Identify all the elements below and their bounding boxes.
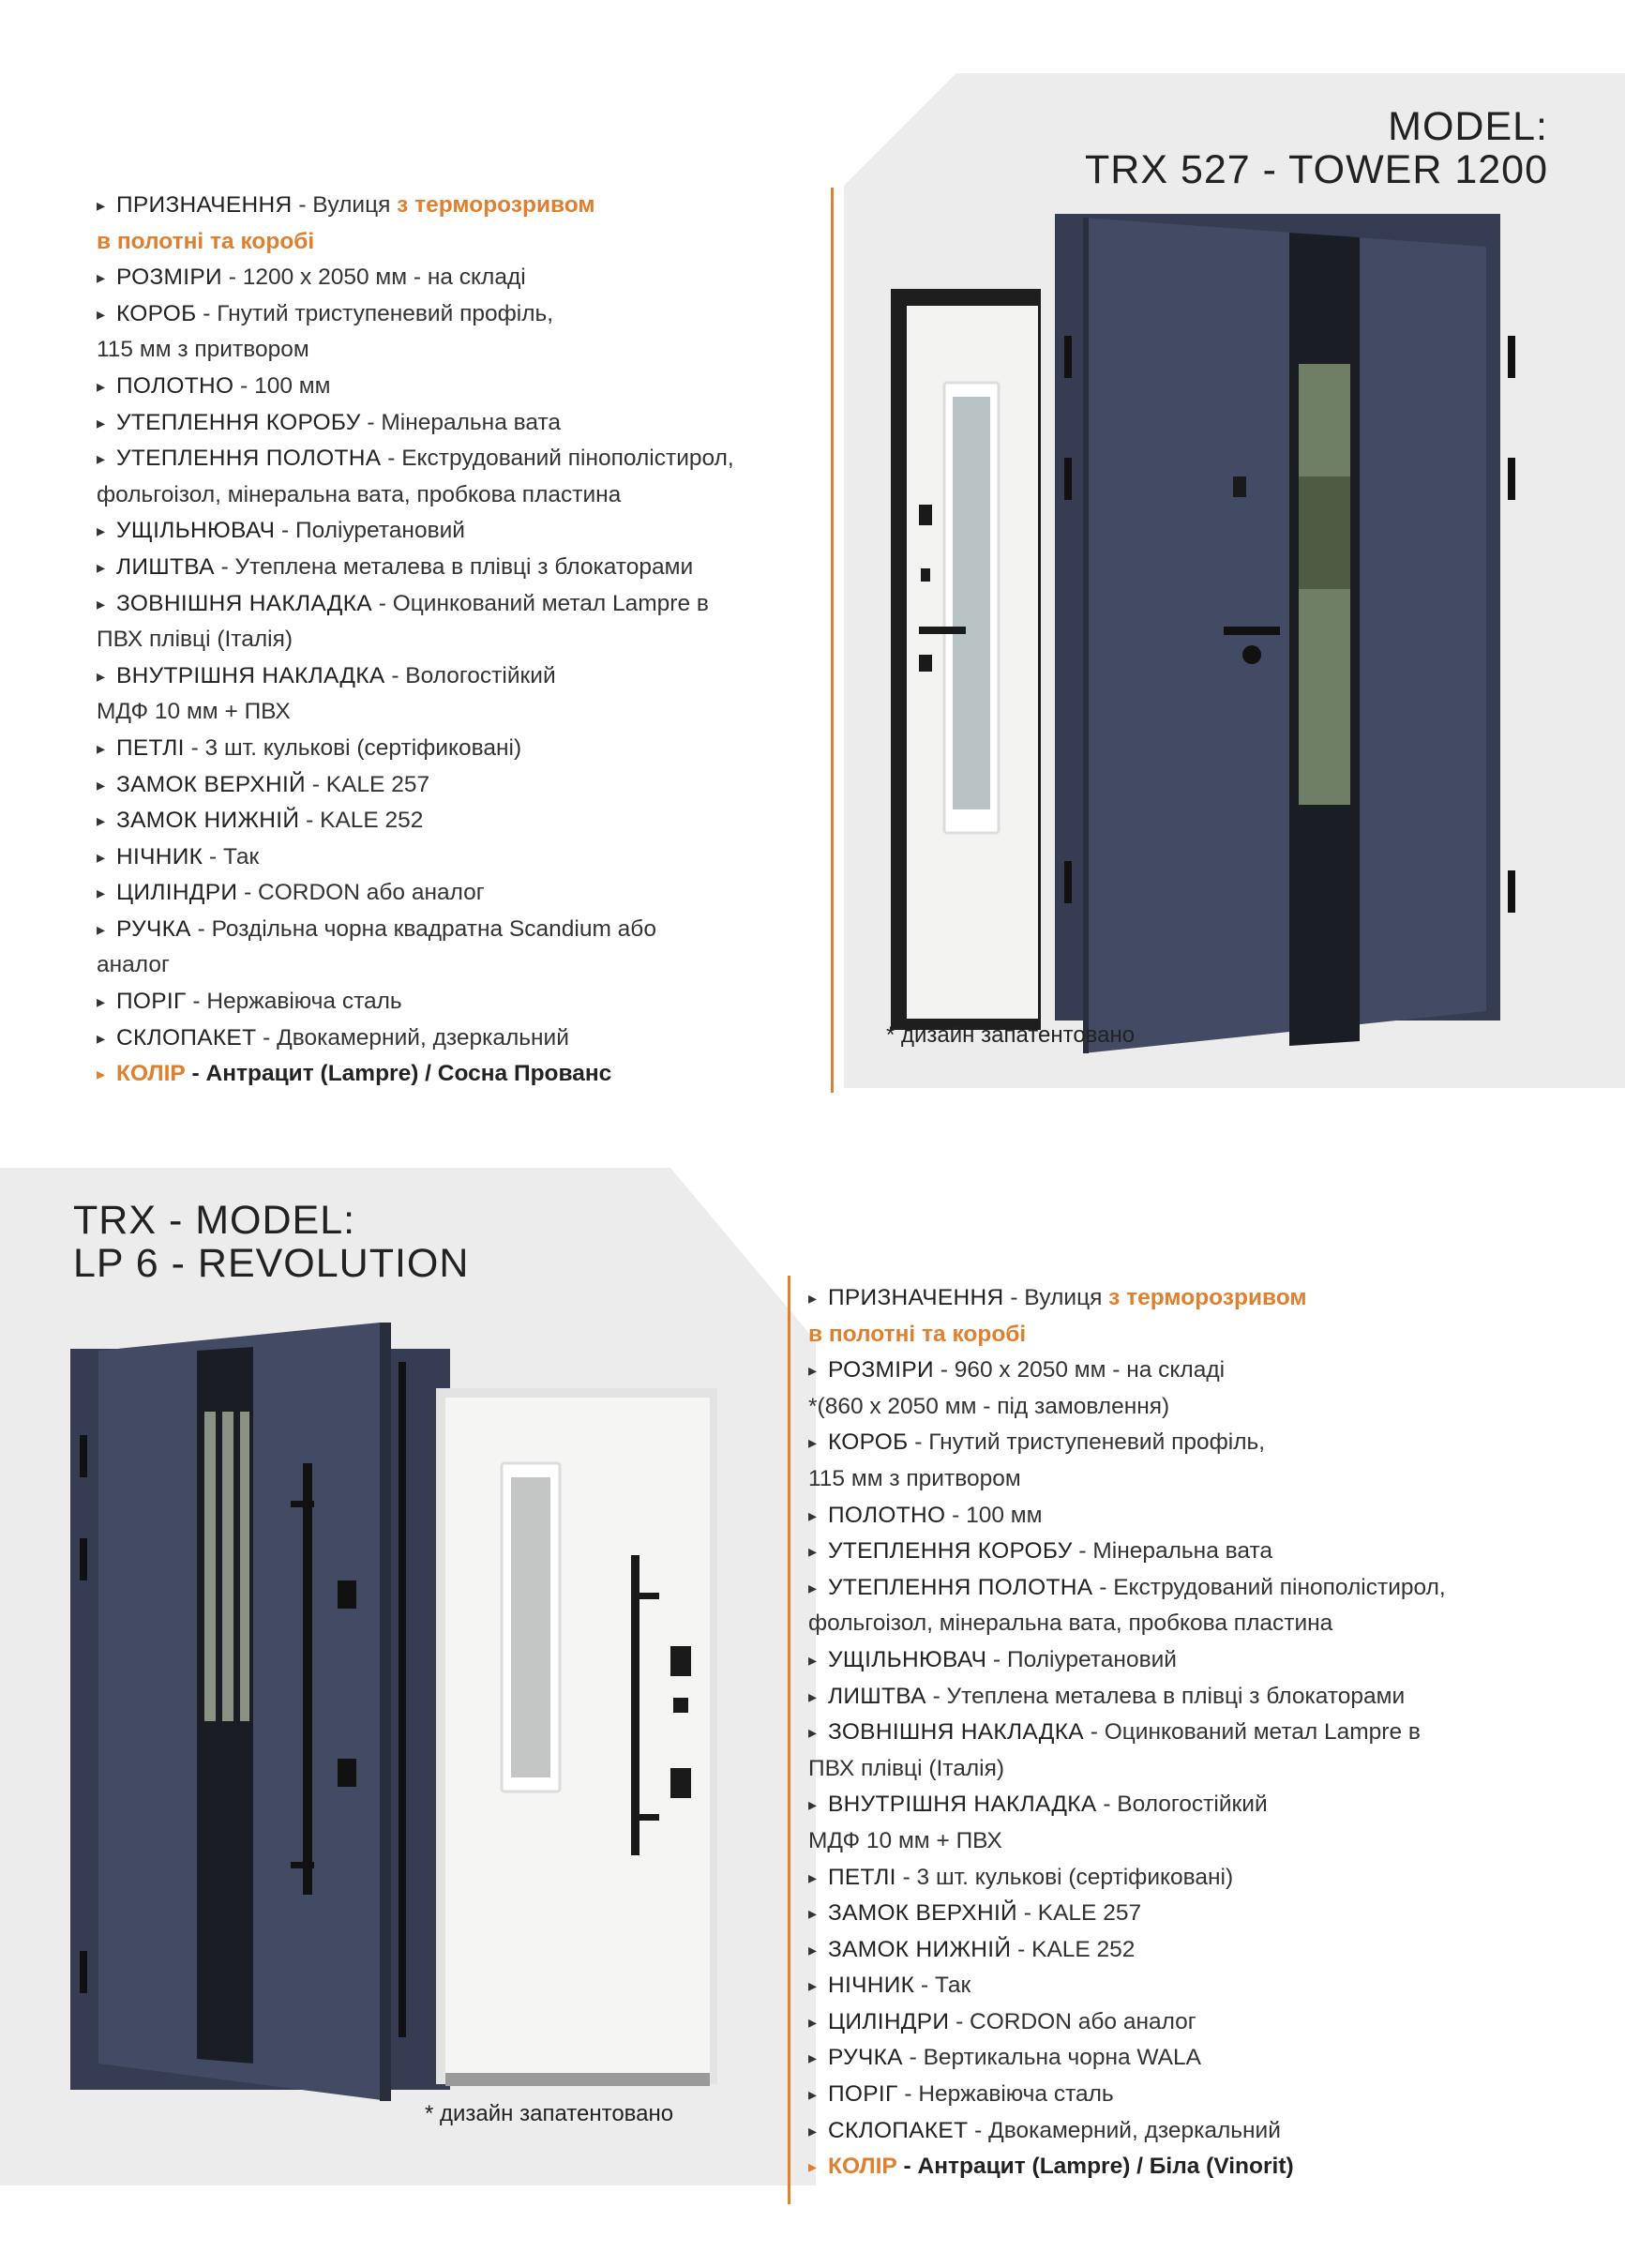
- spec-item: [808, 1968, 1615, 2004]
- hinge-icon: [80, 1538, 87, 1580]
- spec-item: [97, 731, 828, 767]
- spec-item: [808, 1570, 1615, 1642]
- spec-item: [808, 1679, 1615, 1716]
- spec-item: [97, 586, 828, 658]
- spec-item: [808, 1280, 1615, 1353]
- spec-item: [808, 1715, 1615, 1787]
- spec-value: - Так: [914, 1973, 971, 1999]
- spec-key: УЩІЛЬНЮВАЧ: [828, 1646, 987, 1672]
- spec-value: - Гнутий триступеневий профіль,: [908, 1429, 1266, 1456]
- spec-item: [97, 912, 828, 984]
- spec-key: КОРОБ: [828, 1429, 909, 1456]
- threshold: [445, 2073, 710, 2086]
- spec-key: СКЛОПАКЕТ: [828, 2117, 969, 2143]
- spec-item: [97, 875, 828, 912]
- frame-edge: [399, 1362, 406, 2037]
- spec-item: [808, 1498, 1615, 1535]
- spec-key: ЛИШТВА: [828, 1683, 926, 1709]
- spec-value: - Утеплена металева в плівці з блокаторами: [925, 1683, 1406, 1709]
- spec-key: ВНУТРІШНЯ НАКЛАДКА: [116, 662, 385, 688]
- hinge-icon: [1508, 458, 1515, 500]
- handle-icon: [1224, 627, 1280, 635]
- spec-key: РУЧКА: [828, 2045, 903, 2071]
- spec-key: УЩІЛЬНЮВАЧ: [116, 518, 276, 544]
- inner-lock-icon: [670, 1646, 691, 1676]
- spec-key: КОЛІР: [116, 1061, 186, 1087]
- model-title-line2: LP 6 - REVOLUTION: [73, 1241, 470, 1286]
- spec-key: ЗАМОК НИЖНІЙ: [828, 1936, 1012, 1962]
- spec-value: - Нержавіюча сталь: [186, 989, 402, 1015]
- spec-continuation: МДФ 10 мм + ПВХ: [97, 699, 291, 725]
- spec-item: [808, 1353, 1615, 1425]
- spec-item: [97, 984, 828, 1021]
- spec-value: - 3 шт. кулькові (сертіфиковані): [895, 1864, 1234, 1890]
- spec-key: ПЕТЛІ: [828, 1864, 896, 1890]
- spec-key: РУЧКА: [116, 915, 191, 942]
- spec-value: - Екструдований пінополістирол,: [381, 446, 734, 472]
- spec-continuation: *(860 х 2050 мм - під замовлення): [808, 1393, 1170, 1419]
- spec-key: ПОРІГ: [116, 989, 187, 1015]
- spec-value: - Вертикальна чорна WALA: [902, 2045, 1201, 2071]
- spec-item: [97, 839, 828, 876]
- inner-night-latch-icon: [921, 568, 930, 582]
- spec-key: ЗОВНІШНЯ НАКЛАДКА: [828, 1719, 1084, 1746]
- spec-item: [808, 1896, 1615, 1932]
- inner-night-latch-icon: [673, 1698, 688, 1713]
- spec-value: - Так: [203, 843, 260, 869]
- spec-value: - CORDON або аналог: [949, 2008, 1196, 2034]
- spec-continuation: аналог: [97, 952, 170, 978]
- spec-key: НІЧНИК: [116, 843, 203, 869]
- spec-value: - Нержавіюча сталь: [897, 2081, 1114, 2108]
- inner-handle-icon: [919, 627, 966, 634]
- inner-lock-icon: [919, 505, 932, 525]
- cylinder-icon: [1242, 645, 1261, 664]
- spec-continuation: фольгоізол, мінеральна вата, пробкова пластина: [97, 481, 622, 507]
- spec-value: - 100 мм: [233, 372, 331, 399]
- spec-value: - 3 шт. кулькові (сертіфиковані): [184, 734, 522, 761]
- spec-value: - Оцинкований метал Lampre в: [1083, 1719, 1421, 1746]
- spec-value: - Вологостійкий: [1096, 1792, 1268, 1818]
- inner-door-glass: [511, 1477, 550, 1777]
- spec-value: - KALE 257: [305, 771, 430, 797]
- lock-icon: [1233, 476, 1246, 497]
- spec-continuation: фольгоізол, мінеральна вата, пробкова пластина: [808, 1610, 1333, 1637]
- spec-key: ЗОВНІШНЯ НАКЛАДКА: [116, 590, 372, 616]
- model-title-lp6: [73, 1199, 469, 1285]
- spec-value: - Вулиця: [1003, 1285, 1109, 1310]
- accent-divider: [788, 1276, 790, 2204]
- spec-continuation: МДФ 10 мм + ПВХ: [808, 1827, 1002, 1853]
- spec-value: - Двокамерний, дзеркальний: [256, 1024, 569, 1051]
- spec-key: ПРИЗНАЧЕННЯ: [828, 1285, 1004, 1310]
- spec-key: ЦИЛІНДРИ: [828, 2008, 950, 2034]
- spec-value: - Поліуретановий: [275, 518, 465, 544]
- spec-key: ПРИЗНАЧЕННЯ: [116, 192, 293, 218]
- spec-value: - Поліуретановий: [986, 1646, 1177, 1672]
- spec-item: [808, 1425, 1615, 1497]
- spec-item: [97, 296, 828, 369]
- spec-item: [97, 513, 828, 550]
- accent-divider: [831, 188, 834, 1093]
- spec-continuation: ПВХ плівці (Італія): [97, 627, 293, 653]
- spec-key: РОЗМІРИ: [828, 1357, 934, 1383]
- spec-value: - 100 мм: [945, 1502, 1043, 1528]
- spec-key: УТЕПЛЕННЯ КОРОБУ: [116, 409, 361, 435]
- door-edge: [380, 1323, 391, 2101]
- spec-value: - Двокамерний, дзеркальний: [968, 2117, 1281, 2143]
- spec-key: УТЕПЛЕННЯ ПОЛОТНА: [828, 1574, 1093, 1600]
- hinge-icon: [1064, 458, 1072, 500]
- hinge-icon: [80, 1435, 87, 1477]
- spec-value: - Мінеральна вата: [360, 409, 562, 435]
- model-title-trx527: [1085, 105, 1548, 191]
- spec-item: [808, 1534, 1615, 1570]
- spec-item: [97, 441, 828, 513]
- spec-value: - Антрацит (Lampre) / Біла (Vinorit): [896, 2154, 1294, 2180]
- spec-value: - Мінеральна вата: [1072, 1538, 1273, 1565]
- spec-list-trx527: [97, 188, 828, 1093]
- spec-item: [97, 1021, 828, 1057]
- hinge-icon: [1508, 870, 1515, 913]
- spec-value: - CORDON або аналог: [237, 880, 485, 906]
- spec-continuation: 115 мм з притвором: [97, 337, 309, 363]
- spec-value: - Вулиця: [292, 192, 398, 218]
- spec-item: [97, 260, 828, 296]
- spec-item: [97, 803, 828, 839]
- spec-value: - 1200 х 2050 мм - на складі: [221, 265, 526, 291]
- spec-item: [808, 2004, 1615, 2041]
- spec-highlight: з терморозривом: [397, 192, 595, 218]
- spec-item: [808, 2077, 1615, 2113]
- spec-key: ЗАМОК ВЕРХНІЙ: [828, 1900, 1017, 1927]
- spec-item: [97, 369, 828, 405]
- hinge-icon: [80, 1951, 87, 1993]
- spec-key: КОЛІР: [828, 2154, 897, 2180]
- door-image-lp6: [70, 1294, 727, 2101]
- hinge-icon: [1508, 336, 1515, 378]
- patent-note: * дизайн запатентовано: [886, 1022, 1136, 1048]
- spec-item: [808, 1860, 1615, 1897]
- spec-key: НІЧНИК: [828, 1973, 915, 1999]
- spec-value: - KALE 252: [299, 808, 424, 834]
- spec-key: ЗАМОК ВЕРХНІЙ: [116, 771, 306, 797]
- hinge-icon: [1064, 336, 1072, 378]
- spec-key: ПОЛОТНО: [116, 372, 234, 399]
- spec-key: ПОЛОТНО: [828, 1502, 946, 1528]
- spec-key: СКЛОПАКЕТ: [116, 1024, 257, 1051]
- model-title-line1: TRX - MODEL:: [73, 1198, 356, 1243]
- spec-item-color: [808, 2149, 1615, 2185]
- model-title-line1: MODEL:: [1388, 104, 1548, 149]
- spec-key: ПЕТЛІ: [116, 734, 185, 761]
- spec-key: ЦИЛІНДРИ: [116, 880, 238, 906]
- inner-handle-bar: [631, 1555, 639, 1855]
- spec-key: ВНУТРІШНЯ НАКЛАДКА: [828, 1792, 1097, 1818]
- inner-door-glass: [953, 397, 990, 809]
- spec-value: - Вологостійкий: [384, 662, 556, 688]
- spec-key: УТЕПЛЕННЯ КОРОБУ: [828, 1538, 1073, 1565]
- spec-item-color: [97, 1056, 828, 1093]
- spec-key: КОРОБ: [116, 300, 197, 326]
- spec-item: [97, 550, 828, 586]
- inner-door-leaf: [445, 1398, 710, 2073]
- spec-item: [808, 1642, 1615, 1679]
- spec-continuation: 115 мм з притвором: [808, 1465, 1021, 1491]
- spec-item: [808, 2113, 1615, 2150]
- spec-value: - KALE 257: [1016, 1900, 1142, 1927]
- inner-cylinder-icon: [919, 655, 932, 672]
- spec-highlight: з терморозривом: [1108, 1285, 1307, 1310]
- patent-note: * дизайн запатентовано: [425, 2101, 674, 2126]
- spec-item: [97, 658, 828, 731]
- spec-value: - Роздільна чорна квадратна Scandium або: [190, 915, 656, 942]
- spec-key: РОЗМІРИ: [116, 265, 222, 291]
- spec-value: - Оцинкований метал Lampre в: [371, 590, 709, 616]
- spec-key: ЛИШТВА: [116, 553, 215, 580]
- spec-value: - 960 х 2050 мм - на складі: [933, 1357, 1226, 1383]
- spec-value: - KALE 252: [1011, 1936, 1136, 1962]
- spec-value: - Антрацит (Lampre) / Сосна Прованс: [185, 1061, 612, 1087]
- spec-continuation: в полотні та коробі: [808, 1321, 1027, 1347]
- outer-door-leaf: [1083, 218, 1486, 1053]
- inner-cylinder-icon: [670, 1768, 691, 1798]
- spec-continuation: ПВХ плівці (Італія): [808, 1755, 1005, 1781]
- spec-item: [97, 188, 828, 260]
- spec-value: - Екструдований пінополістирол,: [1092, 1574, 1446, 1600]
- glass-stripe: [240, 1412, 249, 1721]
- model-title-line2: TRX 527 - TOWER 1200: [1085, 147, 1548, 192]
- glass-stripe: [222, 1412, 233, 1721]
- cylinder-icon: [338, 1759, 356, 1787]
- lock-icon: [338, 1580, 356, 1609]
- glass-stripe: [204, 1412, 216, 1721]
- spec-item: [808, 2040, 1615, 2077]
- spec-key: УТЕПЛЕННЯ ПОЛОТНА: [116, 446, 382, 472]
- spec-item: [97, 405, 828, 442]
- spec-continuation: в полотні та коробі: [97, 228, 315, 254]
- door-edge: [1083, 218, 1089, 1053]
- spec-item: [808, 1932, 1615, 1969]
- spec-key: ПОРІГ: [828, 2081, 898, 2108]
- door-image-trx527: [886, 214, 1542, 1058]
- spec-key: ЗАМОК НИЖНІЙ: [116, 808, 300, 834]
- hinge-icon: [1064, 861, 1072, 903]
- handle-bar: [303, 1463, 312, 1895]
- spec-item: [808, 1787, 1615, 1859]
- spec-value: - Гнутий триступеневий профіль,: [196, 300, 554, 326]
- spec-value: - Утеплена металева в плівці з блокаторами: [214, 553, 694, 580]
- spec-item: [97, 767, 828, 804]
- spec-list-lp6: [808, 1280, 1615, 2185]
